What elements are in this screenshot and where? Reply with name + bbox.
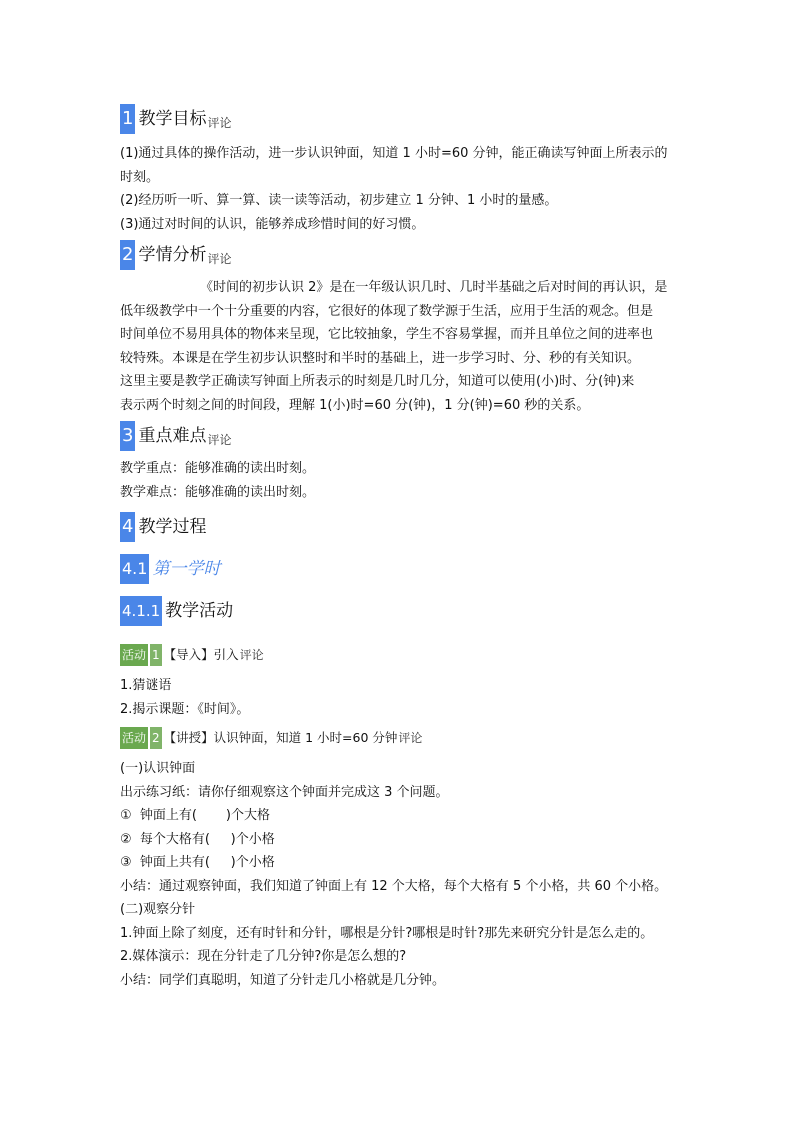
paragraph-line: 2.媒体演示：现在分针走了几分钟?你是怎么想的? bbox=[120, 949, 407, 964]
paragraph-line: 小结：同学们真聪明，知道了分针走几小格就是几分钟。 bbox=[120, 972, 446, 988]
paragraph-line: ③ 钟面上共有( )个小格 bbox=[120, 855, 275, 870]
paragraph-line: 表示两个时刻之间的时间段，理解 1(小)时=60 分(钟)，1 分(钟)=60 秒的关系。 bbox=[120, 397, 590, 413]
comment-link[interactable]: 评论 bbox=[398, 731, 423, 745]
heading-number: 3 bbox=[120, 421, 135, 451]
heading-number: 1 bbox=[120, 104, 135, 134]
heading-title: 学情分析 bbox=[138, 245, 207, 265]
activity-title: 【讲授】认识钟面，知道 1 小时=60 分钟 bbox=[163, 730, 398, 745]
heading-number: 4 bbox=[120, 512, 135, 542]
activity-2-body bbox=[120, 757, 690, 992]
heading-title: 教学过程 bbox=[138, 517, 207, 537]
paragraph-line: (2)经历听一听、算一算、读一读等活动，初步建立 1 分钟、1 小时的量感。 bbox=[120, 193, 558, 208]
activity-number: 1 bbox=[150, 644, 162, 666]
document-page bbox=[120, 104, 690, 992]
paragraph-line: 1.猜谜语 bbox=[120, 678, 172, 693]
activity-1-body bbox=[120, 674, 690, 721]
paragraph-line: 时刻。 bbox=[120, 169, 160, 185]
paragraph-line: 《时间的初步认识 2》是在一年级认识几时、几时半基础之后对时间的再认识，是 bbox=[200, 280, 668, 295]
activity-tag: 活动 bbox=[120, 644, 148, 666]
comment-link[interactable]: 评论 bbox=[207, 433, 232, 447]
paragraph-line: 教学难点：能够准确的读出时刻。 bbox=[120, 484, 316, 500]
paragraph-line: ① 钟面上有( )个大格 bbox=[120, 808, 270, 823]
heading-teaching-process bbox=[120, 512, 690, 542]
heading-title: 重点难点 bbox=[138, 426, 207, 446]
comment-link[interactable]: 评论 bbox=[207, 252, 232, 266]
heading-teaching-activities bbox=[120, 596, 690, 626]
heading-key-points bbox=[120, 421, 690, 451]
activity-tag: 活动 bbox=[120, 727, 148, 749]
heading-first-period bbox=[120, 554, 690, 584]
comment-link[interactable]: 评论 bbox=[239, 648, 264, 662]
heading-number: 4.1.1 bbox=[120, 596, 162, 626]
key-points-body bbox=[120, 457, 690, 504]
learning-analysis-body bbox=[120, 276, 690, 417]
paragraph-line: (1)通过具体的操作活动，进一步认识钟面，知道 1 小时=60 分钟，能正确读写钟面上所表示的 bbox=[120, 146, 668, 161]
paragraph-line: (一)认识钟面 bbox=[120, 761, 196, 776]
heading-title: 教学目标 bbox=[138, 109, 207, 129]
paragraph-line: (二)观察分针 bbox=[120, 902, 196, 917]
heading-number: 4.1 bbox=[120, 554, 149, 584]
heading-title: 第一学时 bbox=[152, 559, 221, 579]
paragraph-line: 1.钟面上除了刻度，还有时针和分针，哪根是分针?哪根是时针?那先来研究分针是怎么走的。 bbox=[120, 925, 654, 941]
paragraph-line: 这里主要是教学正确读写钟面上所表示的时刻是几时几分，知道可以使用(小)时、分(钟)来 bbox=[120, 374, 635, 389]
paragraph-line: ② 每个大格有( )个小格 bbox=[120, 831, 275, 847]
activity-2-header bbox=[120, 727, 690, 749]
paragraph-line: 小结：通过观察钟面，我们知道了钟面上有 12 个大格，每个大格有 5 个小格，共 60 个小格。 bbox=[120, 878, 668, 894]
activity-number: 2 bbox=[150, 727, 162, 749]
paragraph-line: (3)通过对时间的认识，能够养成珍惜时间的好习惯。 bbox=[120, 216, 425, 232]
paragraph-line: 低年级教学中一个十分重要的内容，它很好的体现了数学源于生活，应用于生活的观念。但是 bbox=[120, 303, 654, 319]
paragraph-line: 出示练习纸：请你仔细观察这个钟面并完成这 3 个问题。 bbox=[120, 784, 449, 800]
comment-link[interactable]: 评论 bbox=[207, 116, 232, 130]
paragraph-line: 教学重点：能够准确的读出时刻。 bbox=[120, 461, 316, 476]
paragraph-line: 时间单位不易用具体的物体来呈现，它比较抽象，学生不容易掌握，而并且单位之间的进率也 bbox=[120, 327, 654, 342]
activity-1-header bbox=[120, 644, 690, 666]
paragraph-line: 2.揭示课题：《时间》。 bbox=[120, 701, 250, 717]
heading-learning-analysis bbox=[120, 240, 690, 270]
activity-title: 【导入】引入 bbox=[163, 647, 239, 662]
paragraph-line: 较特殊。本课是在学生初步认识整时和半时的基础上，进一步学习时、分、秒的有关知识。 bbox=[120, 350, 641, 366]
heading-title: 教学活动 bbox=[165, 601, 234, 621]
heading-teaching-goals bbox=[120, 104, 690, 134]
heading-number: 2 bbox=[120, 240, 135, 270]
teaching-goals-body bbox=[120, 142, 690, 236]
